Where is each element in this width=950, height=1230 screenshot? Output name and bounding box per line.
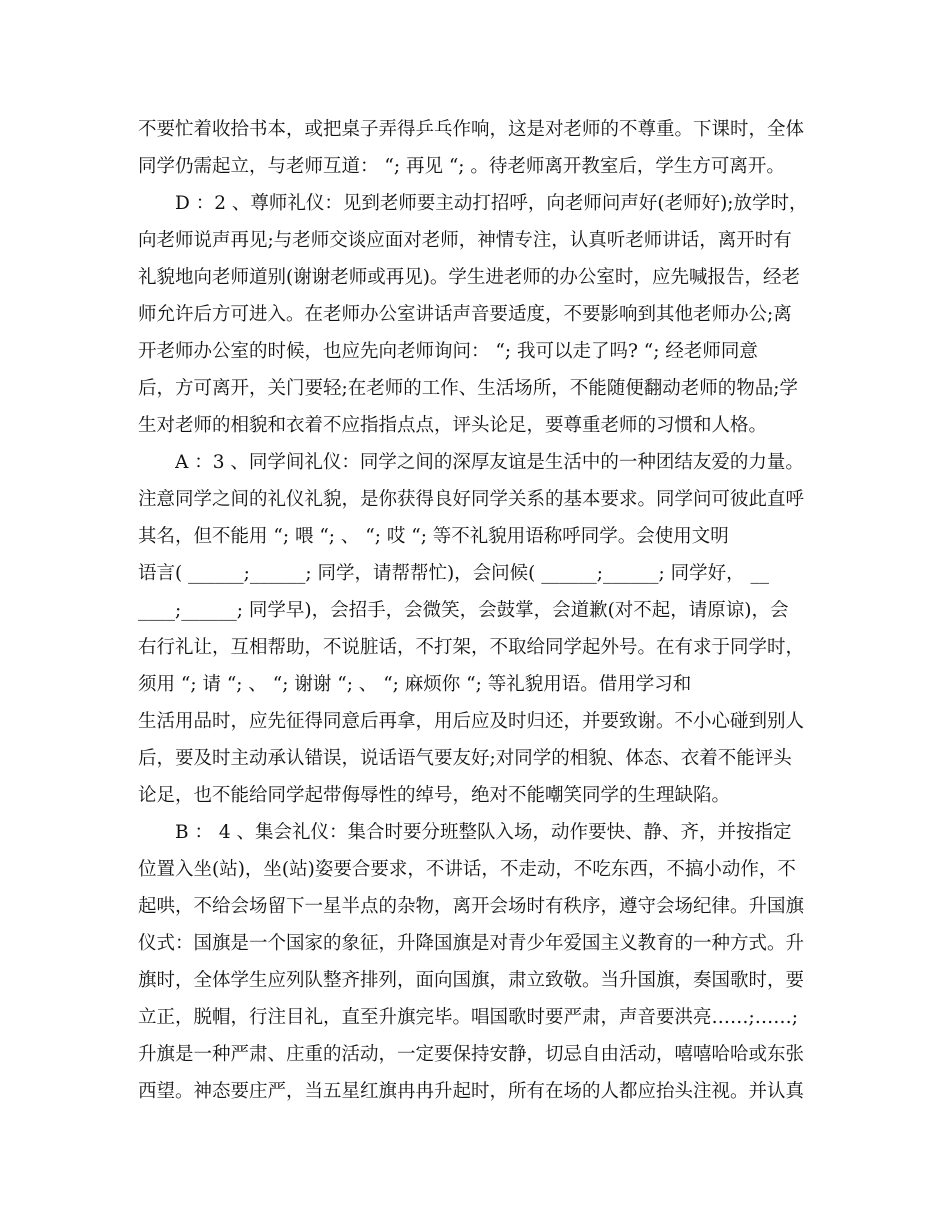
text-line: 师允许后方可进入。在老师办公室讲话声音要适度，不要影响到其他老师办公;离 <box>138 304 792 325</box>
text-line: ____;______; 同学早)，会招手，会微笑，会鼓掌，会道歉(对不起，请原谅)，会 <box>138 600 789 621</box>
text-line: 位置入坐(站)，坐(站)姿要合要求，不讲话，不走动，不吃东西，不搞小动作，不 <box>138 859 796 880</box>
text-line: 论足，也不能给同学起带侮辱性的绰号，绝对不能嘲笑同学的生理缺陷。 <box>138 785 731 806</box>
text-line: 语言( ______;______; 同学，请帮帮忙)，会问候( ______;______; 同学好， __ <box>138 563 769 584</box>
text-line: 旗时，全体学生应列队整齐排列，面向国旗，肃立致敬。当升国旗，奏国歌时，要 <box>138 970 805 991</box>
text-line: 生对老师的相貌和衣着不应指指点点，评头论足，要尊重老师的习惯和人格。 <box>138 415 768 436</box>
text-line: 不要忙着收拾书本，或把桌子弄得乒乓作响，这是对老师的不尊重。下课时，全体 <box>138 119 805 140</box>
text-line: 开老师办公室的时候，也应先向老师询问： “; 我可以走了吗? “; 经老师同意 <box>138 341 758 362</box>
text-line: 升旗是一种严肃、庄重的活动，一定要保持安静，切忌自由活动，嘻嘻哈哈或东张 <box>138 1044 805 1065</box>
text-line: 须用 “; 请 “; 、 “; 谢谢 “; 、 “; 麻烦你 “; 等礼貌用语。借用学习和 <box>138 674 692 695</box>
text-line: 仪式：国旗是一个国家的象征，升降国旗是对青少年爱国主义教育的一种方式。升 <box>138 933 805 954</box>
text-line: 起哄，不给会场留下一星半点的杂物，离开会场时有秩序，遵守会场纪律。升国旗 <box>138 896 805 917</box>
paragraph-heading-line: A ：3 、同学间礼仪：同学之间的深厚友谊是生活中的一种团结友爱的力量。 <box>175 452 804 473</box>
text-line: 其名，但不能用 “; 喂 “; 、 “; 哎 “; 等不礼貌用语称呼同学。会使用文明 <box>138 526 729 547</box>
paragraph-heading-line: B ： 4 、集会礼仪：集合时要分班整队入场，动作要快、静、齐，并按指定 <box>175 822 792 843</box>
text-line: 礼貌地向老师道别(谢谢老师或再见)。学生进老师的办公室时，应先喊报告，经老 <box>138 267 800 288</box>
text-line: 同学仍需起立，与老师互道： “; 再见 “; 。待老师离开教室后，学生方可离开。 <box>138 156 785 177</box>
text-line: 右行礼让，互相帮助，不说脏话，不打架，不取给同学起外号。在有求于同学时， <box>138 637 805 658</box>
text-line: 立正，脱帽，行注目礼，直至升旗完毕。唱国歌时要严肃，声音要洪亮……;……; <box>138 1007 798 1028</box>
text-line: 后，要及时主动承认错误，说话语气要友好;对同学的相貌、体态、衣着不能评头 <box>138 748 792 769</box>
text-line: 生活用品时，应先征得同意后再拿，用后应及时归还，并要致谢。不小心碰到别人 <box>138 711 805 732</box>
paragraph-heading-line: D ：2 、尊师礼仪：见到老师要主动打招呼，向老师问声好(老师好);放学时， <box>175 193 808 214</box>
text-line: 西望。神态要庄严，当五星红旗冉冉升起时，所有在场的人都应抬头注视。并认真 <box>138 1081 805 1102</box>
text-line: 向老师说声再见;与老师交谈应面对老师，神情专注，认真听老师讲话，离开时有 <box>138 230 792 251</box>
text-line: 注意同学之间的礼仪礼貌，是你获得良好同学关系的基本要求。同学问可彼此直呼 <box>138 489 805 510</box>
text-line: 后，方可离开，关门要轻;在老师的工作、生活场所，不能随便翻动老师的物品;学 <box>138 378 798 399</box>
